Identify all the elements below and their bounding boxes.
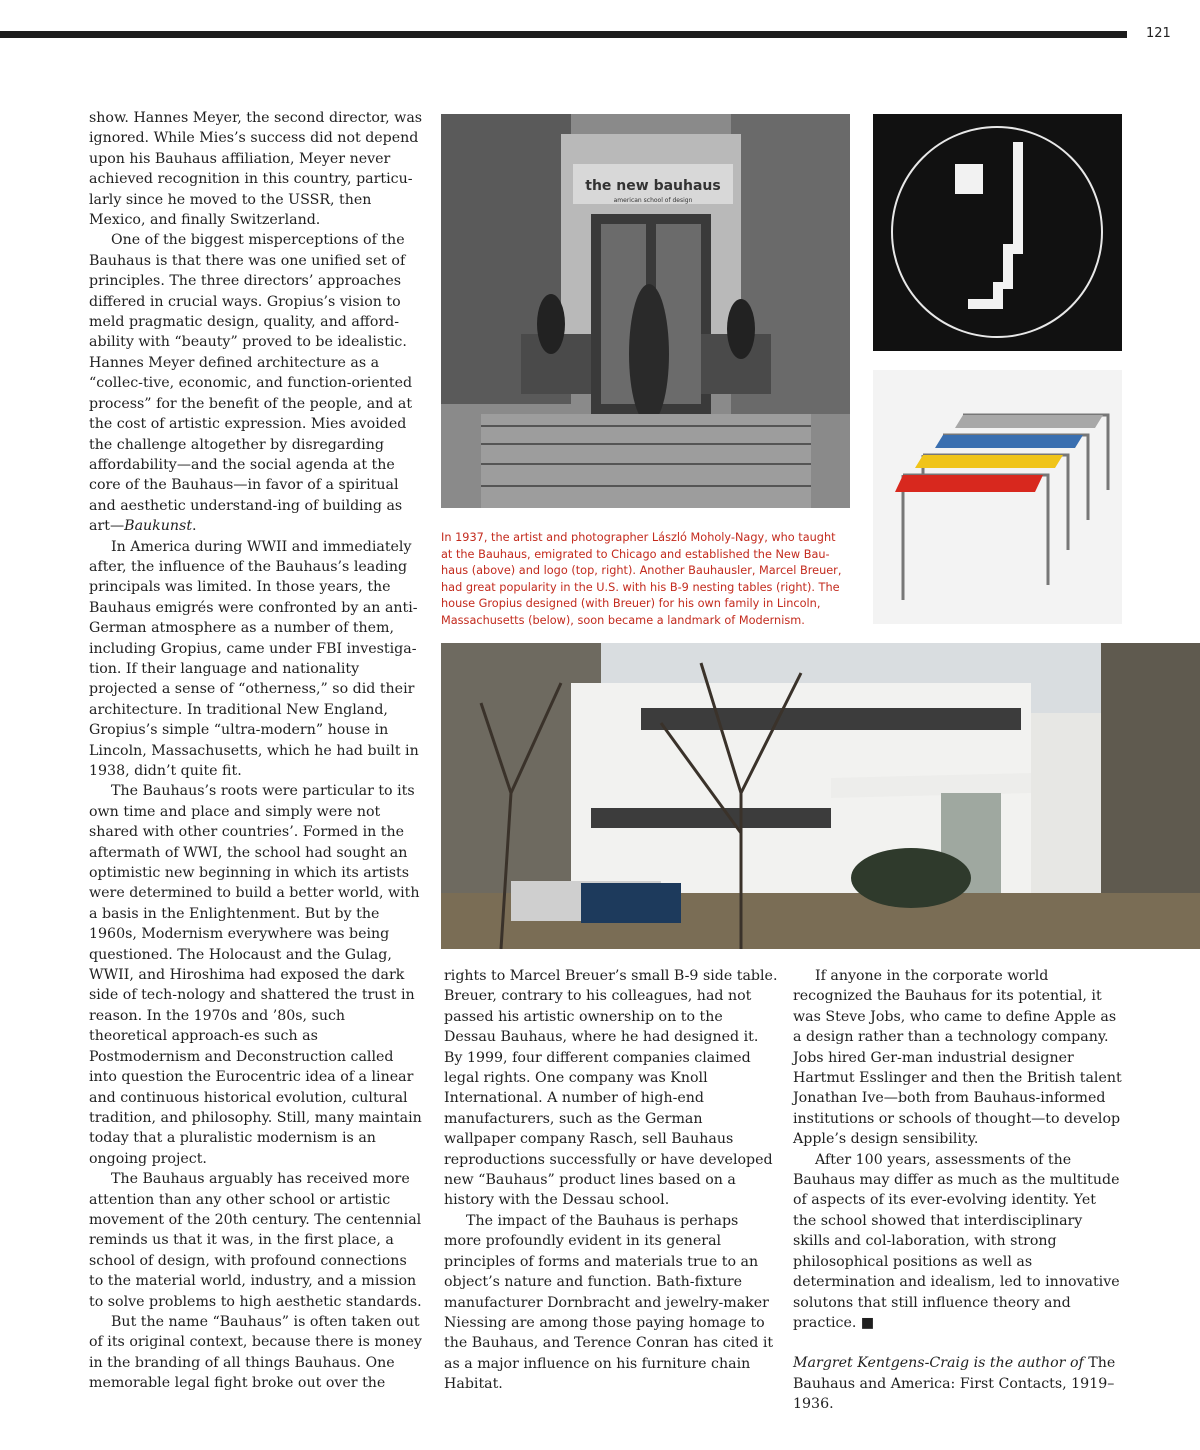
- photo-caption: In 1937, the artist and photographer László Moholy-Nagy, who taught at the Bauhaus, emigrated to Chicago and established the New Bau-haus (above) and logo (top, right). Another Bauhausler, Marcel Breuer, had great popularity in the U.S. with his B-9 nesting tables (right). The house Gropius designed (with Breuer) for his own family in Lincoln, Massachusetts (below), soon became a landmark of Modernism.: [441, 531, 842, 627]
- paragraph: In America during WWII and immediately after, the influence of the Bauhaus’s leading principals was limited. In those years, the Bauhaus emigrés were confronted by an anti-German atmosphere as a number of them, including Gropius, came under FBI investiga-tion. If their language and nationality projected a sense of “otherness,” so did their architecture. In traditional New England, Gropius’s simple “ultra-modern” house in Lincoln, Massachusetts, which he had built in 1938, didn’t quite fit.: [89, 538, 419, 779]
- header-rule: [0, 31, 1127, 38]
- sign-text: the new bauhaus: [585, 178, 721, 194]
- table-top-yellow: [915, 455, 1063, 468]
- paragraph: The impact of the Bauhaus is perhaps more profoundly evident in its general principles of forms and materials true to an object’s nature and function. Bath-fixture manufacturer Dornbracht and jewelry-maker Niessing are among those paying homage to the Bauhaus, and Terence Conran has cited it as a major influence on his furniture chain Habitat.: [444, 1212, 774, 1393]
- paragraph: If anyone in the corporate world recognized the Bauhaus for its potential, it was Steve Jobs, who came to define Apple as a design rather than a technology company. Jobs hired Ger-man industrial designer Hartmut Esslinger and then the British talent Jonathan Ive—both from Bauhaus-informed institutions or schools of thought—to develop Apple’s design sensibility.: [793, 968, 1122, 1148]
- sign-subtext: american school of design: [613, 197, 693, 204]
- paragraph: One of the biggest misperceptions of the Bauhaus is that there was one unified set of principles. The three directors’ approaches differed in crucial ways. Gropius’s vision to meld pragmatic design, quality, and afford-ability with “beauty” proved to be idealistic. Hannes Meyer defined architecture as a “collec-tive, economic, and function-oriented process” for the benefit of the people, and at the cost of artistic expression. Mies avoided the challenge altogether by disregarding affordability—and the social agenda at the core of the Bauhaus—in favor of a spiritual and aesthetic understand-ing of building as art—Baukunst.: [89, 232, 413, 535]
- table-top-red: [895, 475, 1043, 492]
- article-column-2: [444, 966, 778, 1395]
- author-bio: Margret Kentgens-Craig is the author of The Bauhaus and America: First Contacts, 1919–1936.: [793, 1355, 1116, 1413]
- article-column-3: [793, 966, 1123, 1415]
- table-top-grey: [955, 415, 1103, 428]
- paragraph: The Bauhaus’s roots were particular to its own time and place and simply were not shared with other countries’. Formed in the aftermath of WWI, the school had sought an optimistic new beginning in which its artists were determined to build a better world, with a basis in the Enlightenment. But by the 1960s, Modernism everywhere was being questioned. The Holocaust and the Gulag, WWII, and Hiroshima had exposed the dark side of tech-nology and shattered the trust in reason. In the 1970s and ’80s, such theoretical approach-es such as Postmodernism and Deconstruction called into question the Eurocentric idea of a linear and continuous historical evolution, cultural tradition, and philosophy. Still, many maintain today that a pluralistic modernism is an ongoing project.: [89, 783, 422, 1167]
- new-bauhaus-entrance-photo: [441, 114, 850, 508]
- paragraph: The Bauhaus arguably has received more attention than any other school or artistic movement of the 20th century. The centennial reminds us that it was, in the first place, a school of design, with profound connections to the material world, industry, and a mission to solve problems to high aesthetic standards.: [89, 1171, 422, 1310]
- page-number: 121: [1146, 26, 1171, 41]
- paragraph: show. Hannes Meyer, the second director, was ignored. While Mies’s success did not depend upon his Bauhaus affiliation, Meyer never achieved recognition in this country, particu-larly since he moved to the USSR, then Mexico, and finally Switzerland.: [89, 110, 423, 229]
- paragraph: But the name “Bauhaus” is often taken out of its original context, because there is money in the branding of all things Bauhaus. One memorable legal fight broke out over the: [89, 1313, 422, 1392]
- table-top-blue: [935, 435, 1083, 448]
- gropius-house-photo: [441, 643, 1200, 949]
- nesting-tables-photo: [873, 370, 1122, 624]
- paragraph: rights to Marcel Breuer’s small B-9 side table. Breuer, contrary to his colleagues, had not passed his artistic ownership on to the Dessau Bauhaus, where he had designed it. By 1999, four different companies claimed legal rights. One company was Knoll International. A number of high-end manufacturers, such as the German wallpaper company Rasch, sell Bauhaus reproductions successfully or have developed new “Bauhaus” product lines based on a history with the Dessau school.: [444, 968, 778, 1209]
- article-column-1: [89, 108, 425, 1394]
- bauhaus-logo-image: [873, 114, 1122, 351]
- paragraph: After 100 years, assessments of the Bauhaus may differ as much as the multitude of aspects of its ever-evolving identity. Yet the school showed that interdisciplinary skills and col-laboration, with strong philosophical positions as well as determination and idealism, led to innovative solutons that still influence theory and practice. ■: [793, 1151, 1120, 1331]
